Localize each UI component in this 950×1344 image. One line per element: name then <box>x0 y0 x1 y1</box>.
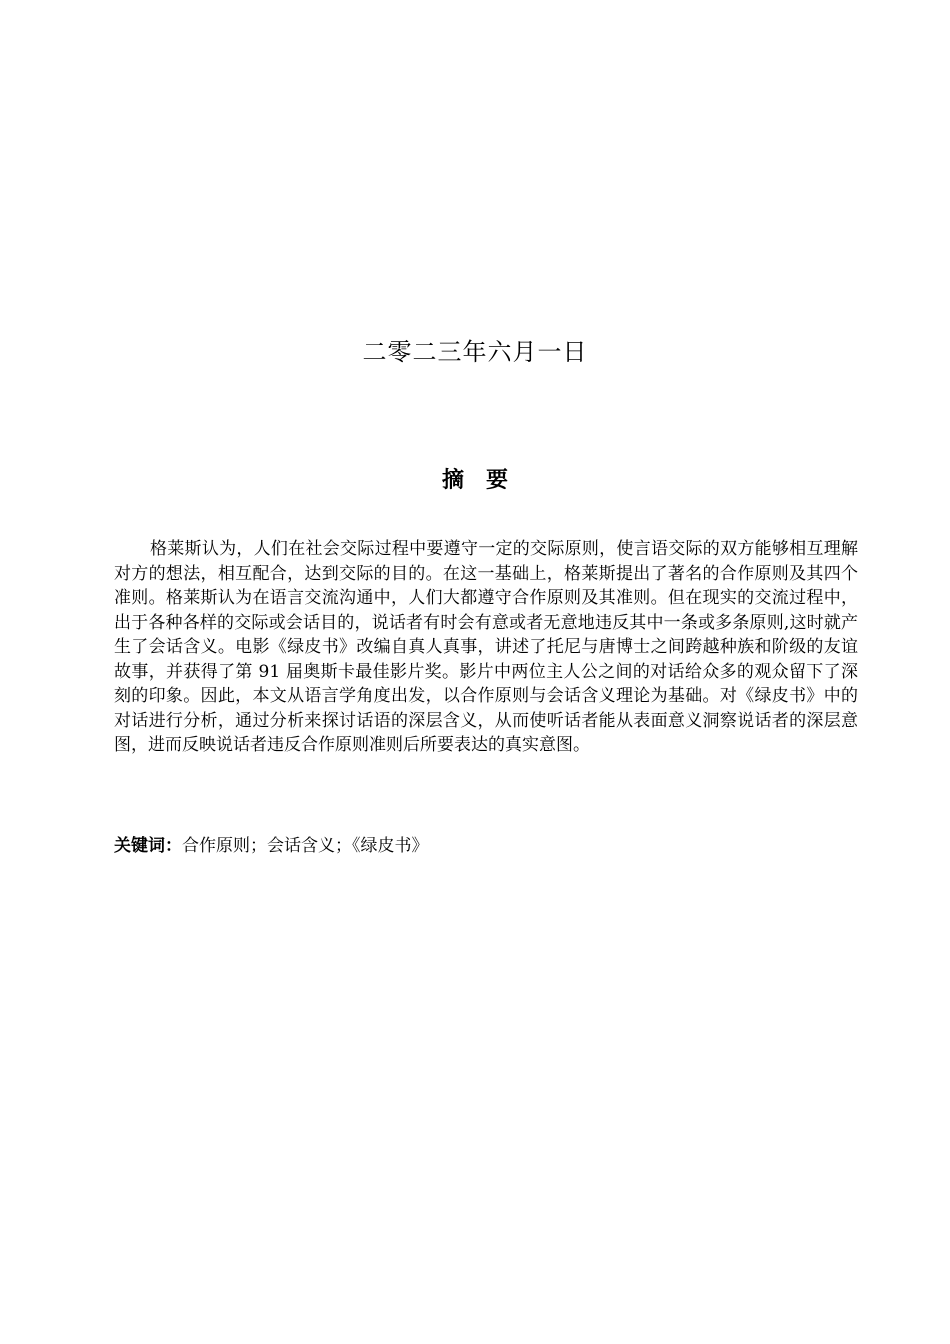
abstract-body: 格莱斯认为，人们在社会交际过程中要遵守一定的交际原则，使言语交际的双方能够相互理解对方的想法，相互配合，达到交际的目的。在这一基础上，格莱斯提出了著名的合作原则及其四个准则。格莱斯认为在语言交流沟通中，人们大都遵守合作原则及其准则。但在现实的交流过程中，出于各种各样的交际或会话目的，说话者有时会有意或者无意地违反其中一条或多条原则,这时就产生了会话含义。电影《绿皮书》改编自真人真事，讲述了托尼与唐博士之间跨越种族和阶级的友谊故事，并获得了第 91 届奥斯卡最佳影片奖。影片中两位主人公之间的对话给众多的观众留下了深刻的印象。因此，本文从语言学角度出发，以合作原则与会话含义理论为基础。对《绿皮书》中的对话进行分析，通过分析来探讨话语的深层含义，从而使听话者能从表面意义洞察说话者的深层意图，进而反映说话者违反合作原则准则后所要表达的真实意图。 <box>114 539 858 755</box>
abstract-heading-char-2: 要 <box>486 468 509 493</box>
keywords-line <box>114 834 858 858</box>
keywords-value: 合作原则；会话含义；《绿皮书》 <box>182 836 429 856</box>
date-line: 二零二三年六月一日 <box>362 338 588 366</box>
keywords-label: 关键词： <box>114 836 182 856</box>
abstract-heading-char-1: 摘 <box>441 468 464 493</box>
abstract-heading <box>0 466 950 496</box>
